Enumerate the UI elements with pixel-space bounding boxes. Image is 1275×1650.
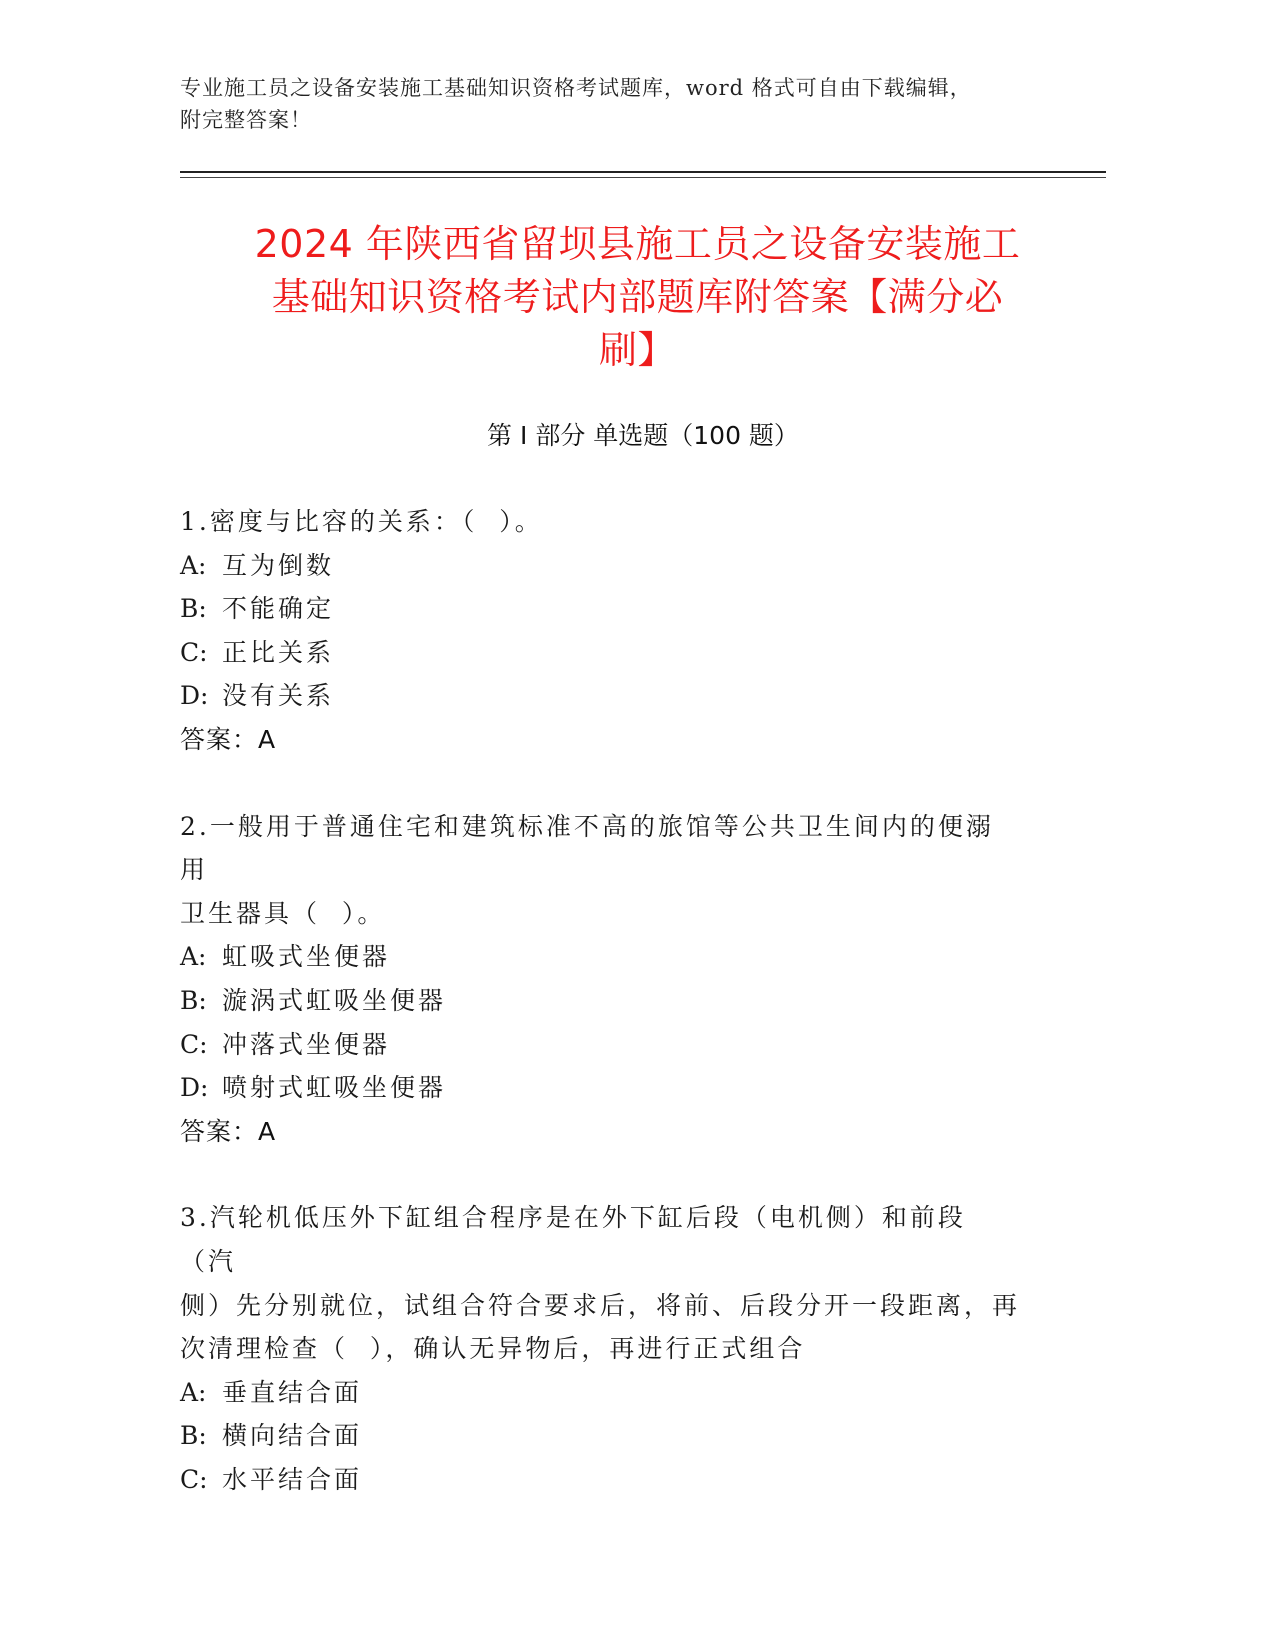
question-1 bbox=[180, 500, 1020, 762]
option-b bbox=[180, 1414, 1020, 1458]
option-text: 没有关系 bbox=[222, 681, 335, 711]
question-stem-continued: 次清理检查（ ），确认无异物后，再进行正式组合 bbox=[180, 1334, 806, 1364]
question-stem-continued: 侧）先分别就位，试组合符合要求后，将前、后段分开一段距离，再 bbox=[180, 1290, 1021, 1320]
option-d bbox=[180, 1066, 1020, 1110]
header-note bbox=[180, 72, 1080, 136]
question-stem-continued: 卫生器具（ ）。 bbox=[180, 898, 386, 928]
option-letter: B: bbox=[180, 1421, 207, 1451]
header-divider-thick bbox=[180, 171, 1106, 173]
option-letter: B: bbox=[180, 985, 207, 1015]
option-text: 漩涡式虹吸坐便器 bbox=[222, 985, 447, 1015]
option-letter: C: bbox=[180, 637, 208, 667]
answer: 答案：A bbox=[180, 724, 277, 754]
option-b bbox=[180, 979, 1020, 1023]
option-a bbox=[180, 1371, 1020, 1415]
option-text: 虹吸式坐便器 bbox=[222, 942, 391, 972]
option-text: 不能确定 bbox=[222, 594, 335, 624]
option-letter: A: bbox=[180, 1377, 207, 1407]
option-letter: A: bbox=[180, 550, 207, 580]
option-letter: D: bbox=[180, 1073, 209, 1103]
option-c bbox=[180, 1458, 1020, 1502]
option-b bbox=[180, 587, 1020, 631]
answer: 答案：A bbox=[180, 1116, 277, 1146]
option-a bbox=[180, 544, 1020, 588]
title-line-1: 2024 年陕西省留坝县施工员之设备安装施工 bbox=[254, 222, 1021, 266]
option-text: 水平结合面 bbox=[222, 1464, 363, 1494]
option-text: 喷射式虹吸坐便器 bbox=[222, 1073, 447, 1103]
question-3 bbox=[180, 1196, 1020, 1501]
option-d bbox=[180, 674, 1020, 718]
question-stem: 1.密度与比容的关系：（ ）。 bbox=[180, 507, 543, 536]
option-text: 冲落式坐便器 bbox=[222, 1029, 391, 1059]
question-2 bbox=[180, 805, 1020, 1154]
document-title bbox=[170, 218, 1105, 377]
header-note-line-1: 专业施工员之设备安装施工基础知识资格考试题库，word 格式可自由下载编辑， bbox=[180, 76, 972, 100]
option-letter: C: bbox=[180, 1464, 208, 1494]
title-line-3: 刷】 bbox=[598, 328, 676, 372]
question-stem: 3.汽轮机低压外下缸组合程序是在外下缸后段（电机侧）和前段（汽 bbox=[180, 1203, 966, 1276]
option-letter: C: bbox=[180, 1029, 208, 1059]
question-list bbox=[180, 500, 1020, 1544]
option-letter: A: bbox=[180, 942, 207, 972]
option-text: 横向结合面 bbox=[222, 1421, 363, 1451]
header-divider-thin bbox=[180, 177, 1106, 178]
option-text: 互为倒数 bbox=[222, 550, 335, 580]
question-stem: 2.一般用于普通住宅和建筑标准不高的旅馆等公共卫生间内的便溺用 bbox=[180, 811, 994, 885]
option-text: 垂直结合面 bbox=[222, 1377, 363, 1407]
option-letter: D: bbox=[180, 681, 209, 711]
section-heading: 第 I 部分 单选题（100 题） bbox=[487, 421, 799, 450]
option-a bbox=[180, 935, 1020, 979]
title-line-2: 基础知识资格考试内部题库附答案【满分必 bbox=[271, 275, 1004, 319]
option-c bbox=[180, 1023, 1020, 1067]
option-letter: B: bbox=[180, 594, 207, 624]
header-note-line-2: 附完整答案！ bbox=[180, 108, 312, 132]
option-text: 正比关系 bbox=[222, 637, 335, 667]
option-c bbox=[180, 631, 1020, 675]
